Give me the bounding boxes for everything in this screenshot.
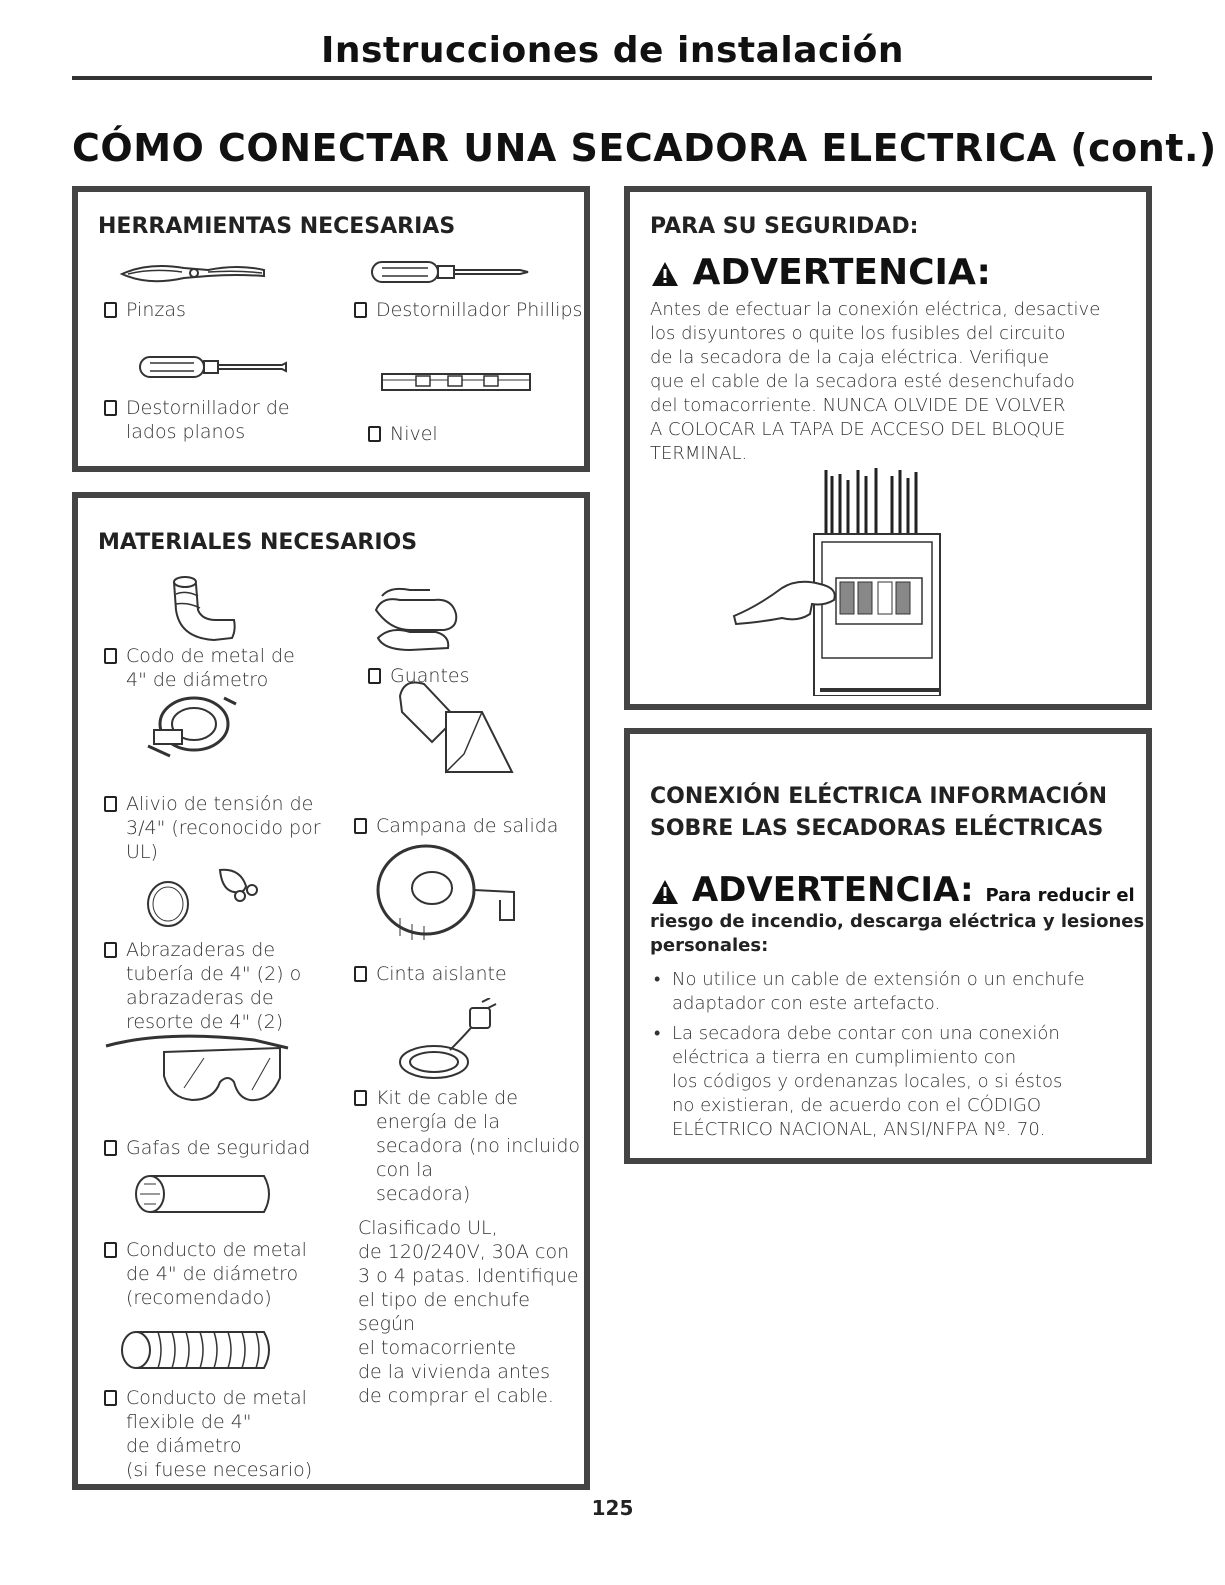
checkbox[interactable] (104, 796, 117, 812)
safety-text: Antes de efectuar la conexión eléctrica, desactive los disyuntores o quite los fusibles del circuito de la secadora de la caja eléctrica. Verifique que el cable de la secadora esté desenchufado del tomacorriente. NUNCA OLVIDE DE VOLVER A COLOCAR LA TAPA DE ACCESO DEL BLOQUE TERMINAL. (650, 299, 1101, 464)
checkbox[interactable] (104, 1390, 117, 1406)
checkbox[interactable] (354, 1090, 367, 1106)
checkbox[interactable] (104, 942, 117, 958)
material-strain-relief: Alivio de tensión de 3/4" (reconocido por UL) (104, 792, 321, 864)
metal-duct-icon (128, 1172, 276, 1216)
page-header-title: Instrucciones de instalación (320, 30, 905, 71)
gloves-icon (370, 580, 462, 656)
checkbox[interactable] (104, 1140, 117, 1156)
checkbox[interactable] (368, 426, 381, 442)
material-goggles: Gafas de seguridad (104, 1136, 310, 1160)
elbow-icon (168, 574, 240, 644)
checkbox[interactable] (354, 302, 367, 318)
electrical-warning-heading: ADVERTENCIA: Para reducir el (650, 870, 1135, 910)
tool-pliers: Pinzas (104, 298, 186, 322)
checkbox[interactable] (104, 648, 117, 664)
warning-triangle-icon (650, 260, 680, 288)
warning-triangle-icon (650, 878, 680, 906)
pliers-icon (118, 256, 268, 292)
checkbox[interactable] (354, 818, 367, 834)
electrical-title-line1: CONEXIÓN ELÉCTRICA INFORMACIÓN (650, 784, 1108, 809)
checkbox[interactable] (104, 1242, 117, 1258)
breaker-panel-icon (728, 466, 960, 696)
checkbox[interactable] (368, 668, 381, 684)
exhaust-hood-icon (394, 672, 516, 776)
page-number: 125 (591, 1496, 634, 1520)
page-title: CÓMO CONECTAR UNA SECADORA ELECTRICA (cont.) (72, 126, 1217, 170)
cord-note: Clasificado UL, de 120/240V, 30A con 3 o 4 patas. Identifique el tipo de enchufe según el tomacorriente de la vivienda antes de comprar el cable. (358, 1217, 579, 1407)
tape-icon (370, 840, 520, 944)
materials-title: MATERIALES NECESARIOS (98, 530, 418, 555)
material-flex-duct: Conducto de metal flexible de 4" de diámetro (si fuese necesario) (104, 1386, 312, 1482)
flex-duct-icon (118, 1328, 276, 1372)
header-rule (72, 76, 1152, 80)
safety-title: PARA SU SEGURIDAD: (650, 214, 919, 239)
material-power-cord: Kit de cable de energía de la secadora (no incluido con la secadora) (354, 1086, 590, 1206)
power-cord-icon (390, 998, 498, 1084)
tools-title: HERRAMIENTAS NECESARIAS (98, 214, 456, 239)
material-exhaust-hood: Campana de salida (354, 814, 558, 838)
goggles-icon (104, 1024, 290, 1104)
flat-screwdriver-icon (136, 352, 290, 382)
electrical-title-line2: SOBRE LAS SECADORAS ELÉCTRICAS (650, 816, 1104, 841)
tool-flat-screwdriver: Destornillador de lados planos (104, 396, 290, 444)
material-tape: Cinta aislante (354, 962, 507, 986)
safety-warning-heading: ADVERTENCIA: (650, 252, 991, 293)
material-clamps: Abrazaderas de tubería de 4" (2) o abrazaderas de resorte de 4" (2) (104, 938, 301, 1034)
material-gloves: Guantes (368, 664, 470, 688)
checkbox[interactable] (104, 400, 117, 416)
material-elbow: Codo de metal de 4" de diámetro (104, 644, 295, 692)
material-metal-duct: Conducto de metal de 4" de diámetro (recomendado) (104, 1238, 307, 1310)
electrical-bullet-1: • No utilice un cable de extensión o un enchufe adaptador con este artefacto. (650, 968, 1146, 1016)
phillips-screwdriver-icon (368, 256, 530, 288)
checkbox[interactable] (104, 302, 117, 318)
clamps-icon (138, 862, 270, 932)
electrical-warning-sub: riesgo de incendio, descarga eléctrica y lesiones personales: (650, 911, 1145, 956)
level-icon (380, 370, 532, 394)
tool-level: Nivel (368, 422, 438, 446)
tool-phillips-screwdriver: Destornillador Phillips (354, 298, 590, 322)
electrical-warning-tail: Para reducir el (985, 885, 1135, 906)
strain-relief-icon (146, 690, 240, 762)
electrical-bullet-2: • La secadora debe contar con una conexión eléctrica a tierra en cumplimiento con los códigos y ordenanzas locales, o si éstos no existieran, de acuerdo con el CÓDIGO ELÉCTRICO NACIONAL, ANSI/NFPA Nº. 70. (650, 1022, 1146, 1142)
checkbox[interactable] (354, 966, 367, 982)
